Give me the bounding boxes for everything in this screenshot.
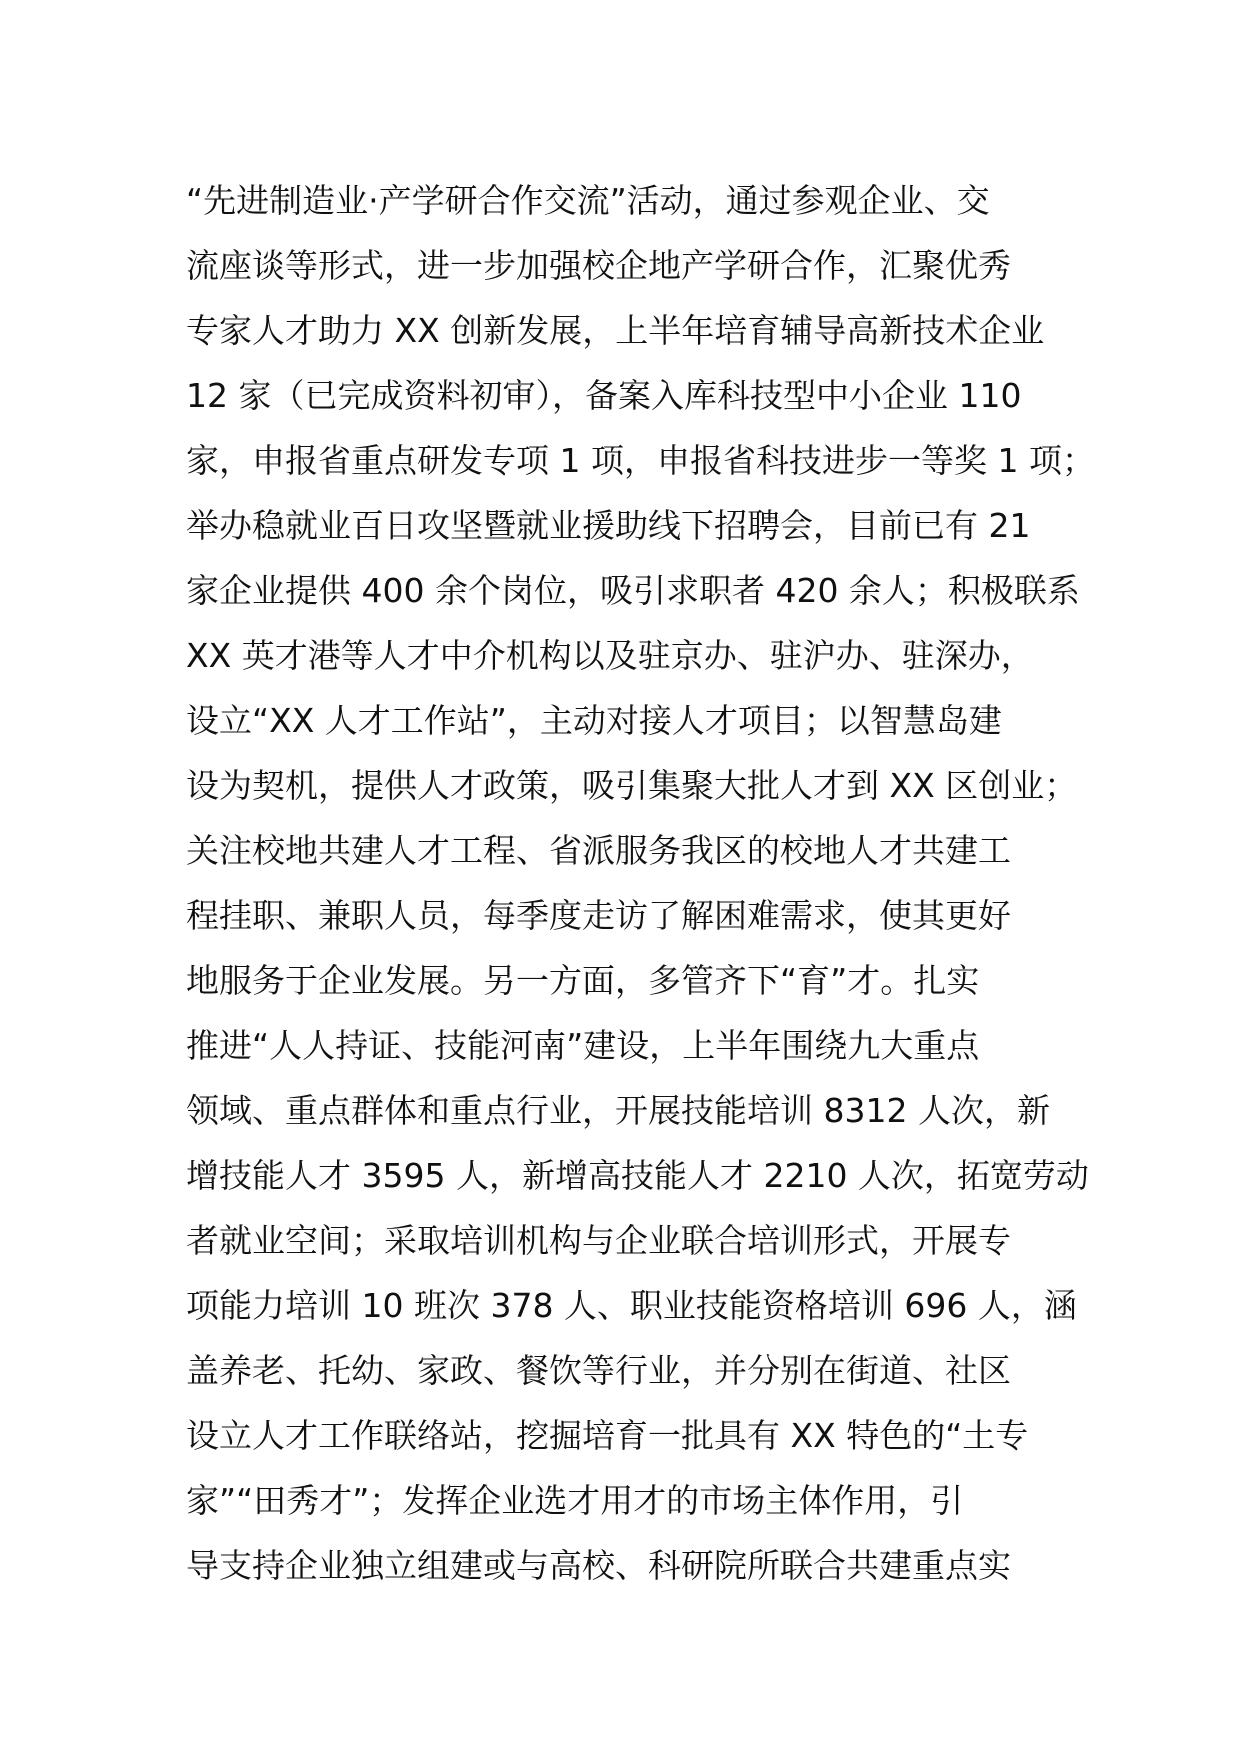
text-line: 流座谈等形式，进一步加强校企地产学研合作，汇聚优秀	[186, 246, 1011, 285]
text-line: 12 家（已完成资料初审），备案入库科技型中小企业 110	[186, 376, 1022, 415]
text-line: 家企业提供 400 余个岗位，吸引求职者 420 余人；积极联系	[186, 571, 1080, 610]
text-line: 推进“人人持证、技能河南”建设，上半年围绕九大重点	[186, 1026, 980, 1065]
text-line: 项能力培训 10 班次 378 人、职业技能资格培训 696 人，涵	[186, 1286, 1077, 1325]
text-line: 设为契机，提供人才政策，吸引集聚大批人才到 XX 区创业；	[186, 766, 1078, 805]
text-line: 增技能人才 3595 人，新增高技能人才 2210 人次，拓宽劳动	[186, 1156, 1089, 1195]
text-line: 地服务于企业发展。另一方面，多管齐下“育”才。扎实	[186, 961, 980, 1000]
text-line: “先进制造业·产学研合作交流”活动，通过参观企业、交	[186, 181, 990, 220]
text-line: 关注校地共建人才工程、省派服务我区的校地人才共建工	[186, 831, 1011, 870]
text-line: 盖养老、托幼、家政、餐饮等行业，并分别在街道、社区	[186, 1351, 1011, 1390]
text-line: 设立人才工作联络站，挖掘培育一批具有 XX 特色的“土专	[186, 1416, 1029, 1455]
text-line: 专家人才助力 XX 创新发展，上半年培育辅导高新技术企业	[186, 311, 1045, 350]
text-line: 程挂职、兼职人员，每季度走访了解困难需求，使其更好	[186, 896, 1011, 935]
body-paragraph	[186, 168, 1095, 1598]
text-line: XX 英才港等人才中介机构以及驻京办、驻沪办、驻深办，	[186, 636, 1034, 675]
text-line: 设立“XX 人才工作站”，主动对接人才项目；以智慧岛建	[186, 701, 1002, 740]
text-line: 家”“田秀才”；发挥企业选才用才的市场主体作用，引	[186, 1481, 964, 1520]
text-line: 领域、重点群体和重点行业，开展技能培训 8312 人次，新	[186, 1091, 1050, 1130]
text-line: 导支持企业独立组建或与高校、科研院所联合共建重点实	[186, 1546, 1011, 1585]
text-line: 者就业空间；采取培训机构与企业联合培训形式，开展专	[186, 1221, 1011, 1260]
text-line: 举办稳就业百日攻坚暨就业援助线下招聘会，目前已有 21	[186, 506, 1031, 545]
text-line: 家，申报省重点研发专项 1 项，申报省科技进步一等奖 1 项；	[186, 441, 1095, 480]
